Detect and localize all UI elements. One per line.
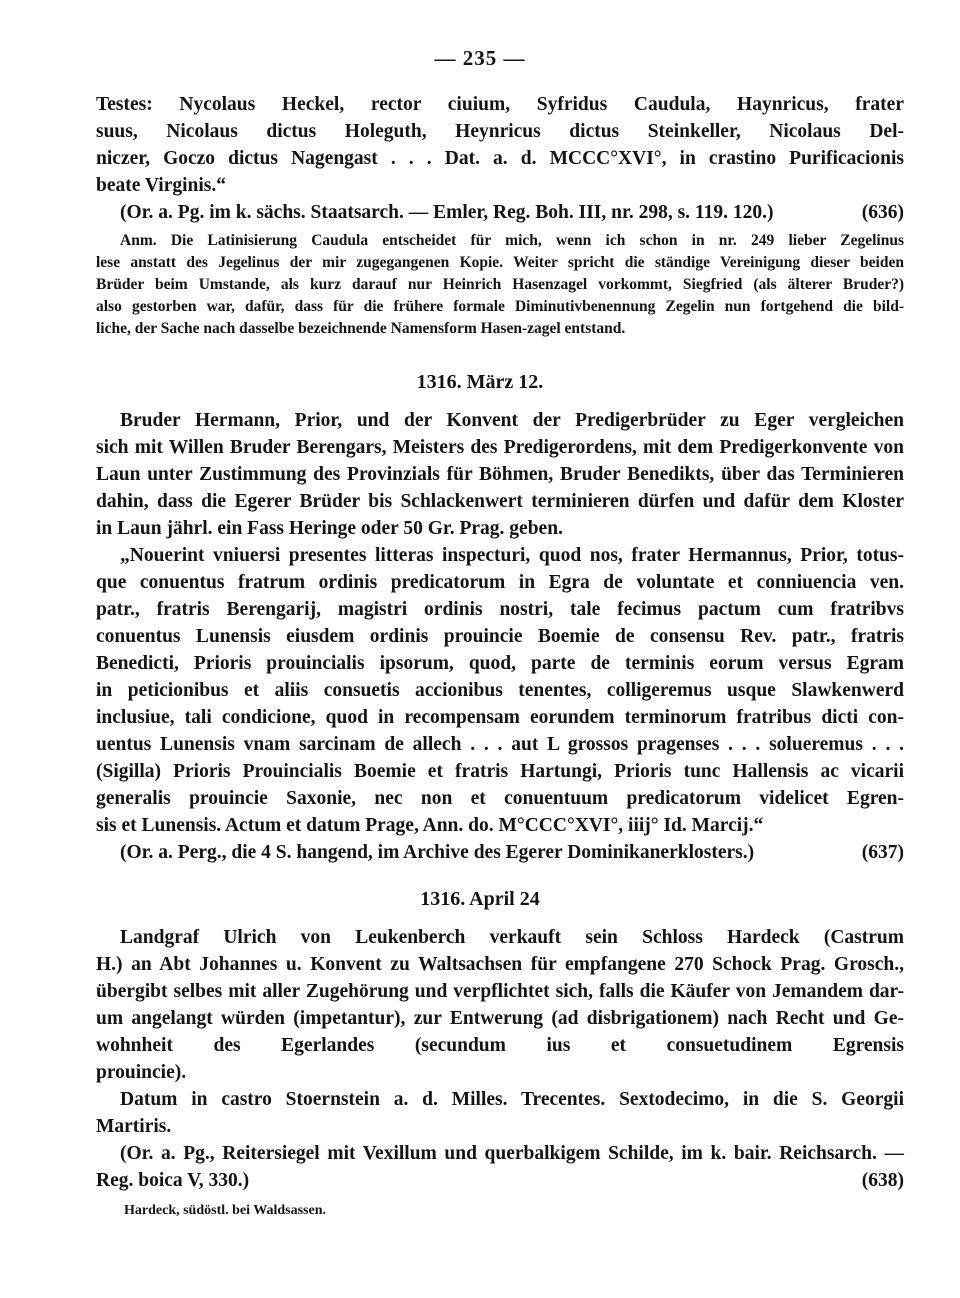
summary-line: dahin, dass die Egerer Brüder bis Schlackenwert terminieren dürfen und dafür dem Kloster — [96, 491, 904, 512]
charter-line: sis et Lunensis. Actum et datum Prage, Ann. do. M°CCC°XVI°, iiij° Id. Marcij.“ — [96, 815, 764, 836]
summary-line: um angelangt würden (impetantur), zur Entwerung (ad disbrigationem) nach Recht und Ge- — [96, 1008, 904, 1029]
datum-line: Datum in castro Stoernstein a. d. Milles. Trecentes. Sextodecimo, in die S. Georgii — [120, 1089, 904, 1110]
document-number: (636) — [861, 202, 904, 223]
charter-line: patr., fratris Berengarij, magistri ordinis nostri, tale fecimus pactum cum fratribvs — [96, 599, 904, 620]
source-citation: (Or. a. Pg., Reitersiegel mit Vexillum und querbalkigem Schilde, im k. bair. Reichsarch. — — [120, 1143, 904, 1164]
note-line: Brüder beim Umstande, als kurz darauf nur Heinrich Hasenzagel vorkommt, Siegfried (als älterer Bruder?) — [96, 276, 904, 293]
charter-line: Benedicti, Prioris prouincialis ipsorum, quod, parte de terminis eorum versus Egram — [96, 653, 904, 674]
summary-line: Laun unter Zustimmung des Provinzials für Böhmen, Bruder Benedikts, über das Terminieren — [96, 464, 904, 485]
summary-line: Bruder Hermann, Prior, und der Konvent der Predigerbrüder zu Eger vergleichen — [120, 410, 904, 431]
note-line: liche, der Sache nach dasselbe bezeichnende Namensform Hasen-zagel entstand. — [96, 320, 626, 337]
charter-line: conuentus Lunensis eiusdem ordinis prouincie Boemie de consensu Rev. patr., fratris — [96, 626, 904, 647]
document-heading: 1316. März 12. — [416, 371, 544, 393]
charter-line: „Nouerint vniuersi presentes litteras inspecturi, quod nos, frater Hermannus, Prior, totus- — [120, 545, 904, 566]
document-heading: 1316. April 24 — [420, 888, 540, 910]
note-line: lese anstatt des Jegelinus der mir zugegangenen Kopie. Weiter spricht die ständige Vereinigung dieser beiden — [96, 254, 904, 271]
note-line: also gestorben war, dafür, dass für die frühere formale Diminutivbenennung Zegelin nun fortgehend die bild- — [96, 298, 904, 315]
summary-line: wohnheit des Egerlandes (secundum ius et consuetudinem Egrensis — [96, 1035, 904, 1056]
page-number: — 235 — — [434, 46, 526, 70]
footnote: Hardeck, südöstl. bei Waldsassen. — [124, 1203, 327, 1218]
document-number: (638) — [861, 1170, 904, 1191]
text-line: suus, Nicolaus dictus Holeguth, Heynricus dictus Steinkeller, Nicolaus Del- — [96, 121, 904, 142]
text-line: Testes: Nycolaus Heckel, rector ciuium, Syfridus Caudula, Haynricus, frater — [96, 94, 904, 115]
note-line: Anm. Die Latinisierung Caudula entscheidet für mich, wenn ich schon in nr. 249 lieber Zegelinus — [120, 232, 904, 249]
text-line: niczer, Goczo dictus Nagengast . . . Dat. a. d. MCCC°XVI°, in crastino Purificacionis — [96, 148, 904, 169]
summary-line: in Laun jährl. ein Fass Heringe oder 50 Gr. Prag. geben. — [96, 518, 563, 539]
charter-line: generalis prouincie Saxonie, nec non et conuentuum predicatorum videlicet Egren- — [96, 788, 904, 809]
summary-line: sich mit Willen Bruder Berengars, Meisters des Predigerordens, mit dem Predigerkonvente von — [96, 437, 904, 458]
charter-line: inclusiue, tali condicione, quod in recompensam eorundem terminorum fratribus dicti con- — [96, 707, 904, 728]
charter-line: in peticionibus et aliis consuetis accionibus tenentes, colligeremus usque Slawkenwerd — [96, 680, 904, 701]
document-number: (637) — [861, 842, 904, 863]
source-citation: (Or. a. Perg., die 4 S. hangend, im Archive des Egerer Dominikanerklosters.) — [120, 842, 755, 863]
charter-line: uentus Lunensis vnam sarcinam de allech . . . aut L grossos pragenses . . . solueremus . . . — [96, 734, 904, 755]
summary-line: Landgraf Ulrich von Leukenberch verkauft sein Schloss Hardeck (Castrum — [120, 927, 904, 948]
charter-line: (Sigilla) Prioris Prouincialis Boemie et fratris Hartungi, Prioris tunc Hallensis ac vicarii — [96, 761, 904, 782]
text-line: beate Virginis.“ — [96, 175, 226, 196]
source-citation: (Or. a. Pg. im k. sächs. Staatsarch. — Emler, Reg. Boh. III, nr. 298, s. 119. 120.) — [120, 202, 774, 223]
summary-line: H.) an Abt Johannes u. Konvent zu Waltsachsen für empfangene 270 Schock Prag. Grosch., — [96, 954, 904, 975]
summary-line: prouincie). — [96, 1062, 187, 1083]
datum-line: Martiris. — [96, 1116, 172, 1137]
source-citation: Reg. boica V, 330.) — [96, 1170, 250, 1191]
summary-line: übergibt selbes mit aller Zugehörung und verpflichtet sich, falls die Käufer von Jemandem dar- — [96, 981, 904, 1002]
charter-line: que conuentus fratrum ordinis predicatorum in Egra de voluntate et conniuencia ven. — [96, 572, 904, 593]
